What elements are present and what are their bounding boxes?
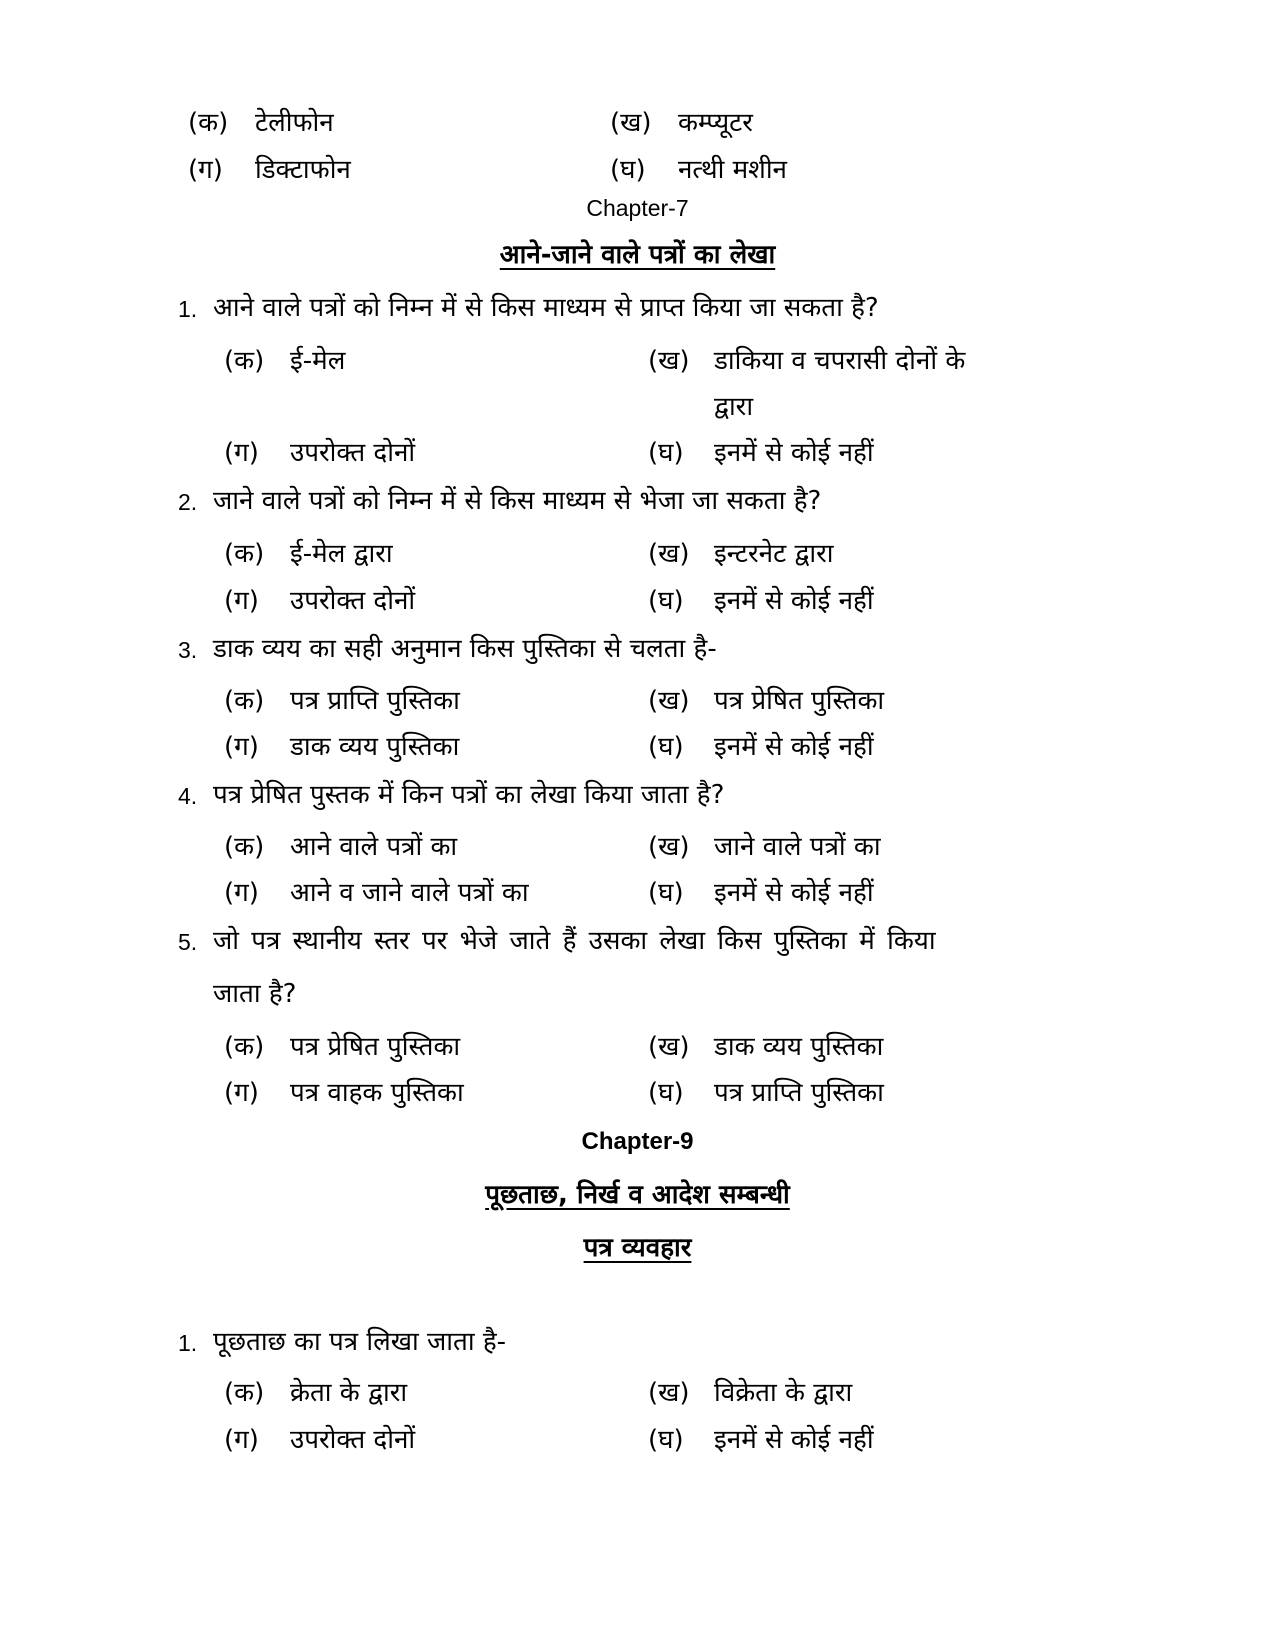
question-number: 1. xyxy=(178,1330,198,1356)
chapter-9-title-line1: पूछताछ, निर्ख व आदेश सम्बन्धी xyxy=(485,1180,790,1210)
option-text: डाक व्यय पुस्तिका xyxy=(714,1032,884,1062)
option-label: (क) xyxy=(224,539,265,569)
option-label: (घ) xyxy=(648,878,684,908)
option-label: (ख) xyxy=(648,832,690,862)
option-label: (ग) xyxy=(188,155,223,185)
question-number: 2. xyxy=(178,489,198,515)
option-text: नत्थी मशीन xyxy=(678,155,787,185)
option-text: पत्र प्राप्ति पुस्तिका xyxy=(290,686,460,716)
option-label: (क) xyxy=(224,1378,265,1408)
option-label: (ग) xyxy=(224,732,259,762)
option-label: (ख) xyxy=(610,108,652,138)
option-label: (ख) xyxy=(648,539,690,569)
option-label: (क) xyxy=(224,686,265,716)
option-text: जाने वाले पत्रों का xyxy=(714,832,881,862)
option-label: (ग) xyxy=(224,878,259,908)
option-text: टेलीफोन xyxy=(255,108,334,138)
question-text: डाक व्यय का सही अनुमान किस पुस्तिका से चलता है- xyxy=(213,634,717,664)
option-text: आने वाले पत्रों का xyxy=(290,832,458,862)
option-text: पत्र वाहक पुस्तिका xyxy=(290,1078,464,1108)
question-text-continued: जाता है? xyxy=(213,979,297,1009)
chapter-9-title-line2: पत्र व्यवहार xyxy=(583,1233,692,1263)
option-text: इनमें से कोई नहीं xyxy=(714,586,874,616)
option-label: (घ) xyxy=(648,1425,684,1455)
option-text: डाक व्यय पुस्तिका xyxy=(290,732,460,762)
option-text: इनमें से कोई नहीं xyxy=(714,732,874,762)
option-label: (ख) xyxy=(648,1032,690,1062)
option-text: उपरोक्त दोनों xyxy=(290,438,416,468)
option-text: पत्र प्राप्ति पुस्तिका xyxy=(714,1078,884,1108)
option-label: (क) xyxy=(188,108,229,138)
chapter-9-label: Chapter-9 xyxy=(581,1128,694,1155)
option-label: (क) xyxy=(224,346,265,376)
option-label: (घ) xyxy=(648,438,684,468)
option-text: डाकिया व चपरासी दोनों के xyxy=(714,346,966,376)
option-text: ई-मेल xyxy=(290,346,346,376)
question-text: जो पत्र स्थानीय स्तर पर भेजे जाते हैं उसका लेखा किस पुस्तिका में किया xyxy=(213,926,936,956)
option-text: उपरोक्त दोनों xyxy=(290,586,416,616)
option-label: (ग) xyxy=(224,586,259,616)
question-text: पत्र प्रेषित पुस्तक में किन पत्रों का लेखा किया जाता है? xyxy=(213,780,725,810)
option-label: (ख) xyxy=(648,686,690,716)
option-text: आने व जाने वाले पत्रों का xyxy=(290,878,529,908)
question-number: 4. xyxy=(178,783,198,809)
option-label: (ग) xyxy=(224,438,259,468)
option-label: (क) xyxy=(224,1032,265,1062)
option-text: इनमें से कोई नहीं xyxy=(714,438,874,468)
question-text: आने वाले पत्रों को निम्न में से किस माध्यम से प्राप्त किया जा सकता है? xyxy=(213,293,879,323)
option-label: (घ) xyxy=(610,155,646,185)
option-label: (घ) xyxy=(648,1078,684,1108)
option-text: पत्र प्रेषित पुस्तिका xyxy=(290,1032,461,1062)
option-text: क्रेता के द्वारा xyxy=(290,1378,408,1408)
question-number: 1. xyxy=(178,296,198,322)
chapter-7-title: आने-जाने वाले पत्रों का लेखा xyxy=(499,240,776,270)
option-label: (क) xyxy=(224,832,265,862)
option-text: विक्रेता के द्वारा xyxy=(714,1378,853,1408)
option-label: (ख) xyxy=(648,346,690,376)
option-text: इनमें से कोई नहीं xyxy=(714,1425,874,1455)
chapter-7-label: Chapter-7 xyxy=(586,195,689,221)
option-label: (घ) xyxy=(648,732,684,762)
option-text: ई-मेल द्वारा xyxy=(290,539,393,569)
option-text: इनमें से कोई नहीं xyxy=(714,878,874,908)
question-text: जाने वाले पत्रों को निम्न में से किस माध्यम से भेजा जा सकता है? xyxy=(213,486,822,516)
option-text: उपरोक्त दोनों xyxy=(290,1425,416,1455)
question-number: 5. xyxy=(178,929,198,955)
option-text: कम्प्यूटर xyxy=(678,108,753,138)
option-text-continued: द्वारा xyxy=(714,392,754,422)
option-text: इन्टरनेट द्वारा xyxy=(714,539,834,569)
option-text: पत्र प्रेषित पुस्तिका xyxy=(714,686,885,716)
option-label: (घ) xyxy=(648,586,684,616)
question-number: 3. xyxy=(178,637,198,663)
question-text: पूछताछ का पत्र लिखा जाता है- xyxy=(213,1327,507,1357)
option-label: (ग) xyxy=(224,1078,259,1108)
option-label: (ग) xyxy=(224,1425,259,1455)
option-label: (ख) xyxy=(648,1378,690,1408)
option-text: डिक्टाफोन xyxy=(255,155,351,185)
